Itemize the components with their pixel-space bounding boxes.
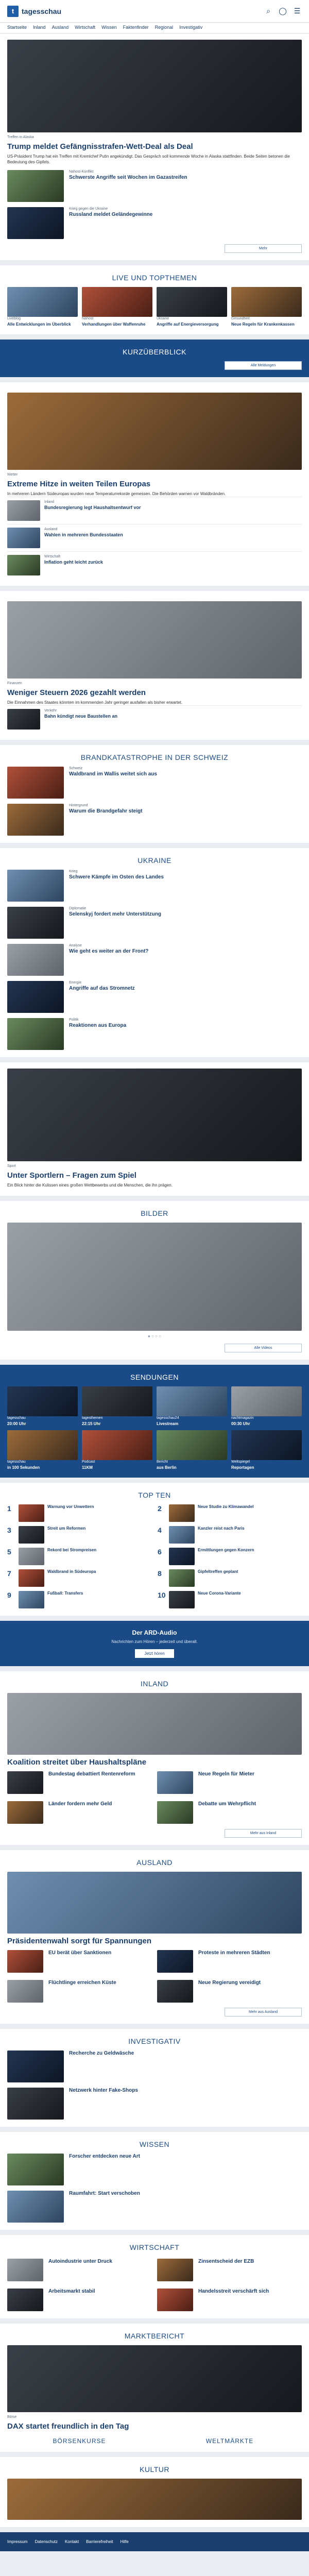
sendung-item[interactable]: tagesschau24 Livestream [157, 1386, 227, 1427]
search-icon[interactable]: ⌕ [266, 7, 270, 15]
footer-link[interactable]: Impressum [7, 2539, 28, 2544]
footer-link[interactable]: Datenschutz [35, 2539, 58, 2544]
topten-item[interactable]: 10 Neue Corona-Variante [158, 1591, 302, 1608]
carousel-dots[interactable]: ● ○ ○ ○ [148, 1333, 161, 1338]
topten-item[interactable]: 2 Neue Studie zu Klimawandel [158, 1504, 302, 1522]
boerse-label[interactable]: BÖRSENKURSE [53, 2437, 106, 2445]
nav-item[interactable]: Startseite [7, 25, 27, 30]
list-item[interactable]: Wirtschaft Inflation geht leicht zurück [7, 551, 302, 579]
news-image[interactable] [7, 393, 302, 470]
kurz-section [0, 340, 309, 377]
topten-item[interactable]: 8 Gipfeltreffen geplant [158, 1569, 302, 1587]
news-image[interactable] [7, 601, 302, 679]
footer-link[interactable]: Hilfe [120, 2539, 129, 2544]
section-title: LIVE UND TOPTHEMEN [112, 274, 197, 282]
news-title[interactable]: Weniger Steuern 2026 gezahlt werden [7, 688, 146, 698]
live-section [0, 265, 309, 334]
wissen-section: WISSEN Forscher entdecken neue Art Raumfahrt: Start verschoben [0, 2132, 309, 2230]
investigativ-section: INVESTIGATIV Recherche zu Geldwäsche Netzwerk hinter Fake-Shops [0, 2029, 309, 2127]
top-story-image[interactable] [7, 40, 302, 132]
markt-section: MARKTBERICHT Börse DAX startet freundlich in den Tag BÖRSENKURSE WELTMÄRKTE [0, 2324, 309, 2452]
topten-item[interactable]: 1 Warnung vor Unwettern [7, 1504, 151, 1522]
top-story-title[interactable]: Trump meldet Gefängnisstrafen-Wett-Deal als Deal [7, 142, 193, 151]
audio-banner: Der ARD-Audio Nachrichten zum Hören – jederzeit und überall. Jetzt hören [0, 1621, 309, 1666]
sendungen-section: SENDUNGEN tagesschau 20:00 Uhr tagesthemen 22:15 Uhr tagesschau24 Livestream nachtmagazin 00:30 Uhr tagesschau in 100 Sekunden Podcast 11KM Bericht aus Berlin Weltspiegel Reportagen [0, 1365, 309, 1478]
logo-text[interactable]: tagesschau [22, 7, 62, 15]
teaser-row [7, 207, 302, 239]
news-section: Finanzen Weniger Steuern 2026 gezahlt werden Die Einnahmen des Staates könnten im kommenden Jahr geringer ausfallen als bisher erwartet. Verkehr Bahn kündigt neue Baustellen an [0, 591, 309, 740]
user-icon[interactable]: ◯ [279, 7, 287, 15]
topten-item[interactable]: 7 Waldbrand in Südeuropa [7, 1569, 151, 1587]
nav-item[interactable]: Inland [33, 25, 46, 30]
list-item[interactable]: Inland Bundesregierung legt Haushaltsentwurf vor [7, 497, 302, 524]
teaser-kicker: Krieg gegen die Ukraine [69, 207, 108, 211]
teaser-image[interactable] [7, 170, 64, 202]
brand-section: BRANDKATASTROPHE IN DER SCHWEIZ Schweiz Waldbrand im Wallis weitet sich aus Hintergrund Warum die Brandgefahr steigt [0, 745, 309, 843]
news-section: Wetter Extreme Hitze in weiten Teilen Europas In mehreren Ländern Südeuropas wurden neue Temperaturrekorde gemessen. Die Behörden warnen vor Waldbränden. Inland Bundesregierung legt Haushaltsentwurf vor Ausland Wahlen in mehreren Bundesstaaten Wirtschaft Inflation geht leicht zurück [0, 382, 309, 586]
more-button[interactable]: Mehr [225, 244, 302, 253]
sendung-item[interactable]: tagesthemen 22:15 Uhr [82, 1386, 152, 1427]
topten-item[interactable]: 4 Kanzler reist nach Paris [158, 1526, 302, 1544]
site-header [0, 0, 309, 23]
top-story-kicker: Treffen in Alaska [7, 135, 34, 139]
more-button[interactable]: Alle Meldungen [225, 361, 302, 370]
logo-icon[interactable]: t [7, 6, 19, 17]
footer [0, 2532, 309, 2551]
live-item[interactable]: Gesundheit Neue Regeln für Krankenkassen [231, 287, 302, 327]
top-story-summary: US-Präsident Trump hat ein Treffen mit Kremlchef Putin angekündigt. Das Gespräch soll kommende Woche in Alaska stattfinden. Beide Seiten betonen die Bedeutung des Gipfels. [7, 154, 290, 165]
topten-section: TOP TEN 1 Warnung vor Unwettern 2 Neue Studie zu Klimawandel 3 Streit um Reformen 4 Kanzler reist nach Paris 5 Rekord bei Strompreisen 6 Ermittlungen gegen Konzern 7 Waldbrand in Südeuropa 8 Gipfeltreffen geplant 9 Fußball: Transfers 10 Neue Corona-Variante [0, 1483, 309, 1616]
ukraine-section: UKRAINE Krieg Schwere Kämpfe im Osten des Landes Diplomatie Selenskyj fordert mehr Unterstützung Analyse Wie geht es weiter an der Front? Energie Angriffe auf das Stromnetz Politik Reaktionen aus Europa [0, 848, 309, 1057]
teaser-title[interactable]: Russland meldet Geländegewinne [69, 212, 153, 218]
sendung-item[interactable]: tagesschau in 100 Sekunden [7, 1430, 78, 1470]
topten-item[interactable]: 9 Fußball: Transfers [7, 1591, 151, 1608]
teaser-image[interactable] [7, 207, 64, 239]
more-button[interactable]: Alle Videos [225, 1344, 302, 1352]
header-icons [264, 7, 302, 16]
teaser-kicker: Nahost-Konflikt [69, 170, 94, 174]
nav-item[interactable]: Wirtschaft [75, 25, 96, 30]
listen-button[interactable]: Jetzt hören [135, 1649, 174, 1658]
feature-image[interactable] [7, 1069, 302, 1161]
sendung-item[interactable]: tagesschau 20:00 Uhr [7, 1386, 78, 1427]
teaser-title[interactable]: Schwerste Angriffe seit Wochen im Gazastreifen [69, 175, 187, 181]
sendung-item[interactable]: Bericht aus Berlin [157, 1430, 227, 1470]
live-item[interactable]: Liveblog Alle Entwicklungen im Überblick [7, 287, 78, 327]
footer-link[interactable]: Kontakt [65, 2539, 79, 2544]
main-nav [0, 23, 309, 33]
nav-item[interactable]: Regional [154, 25, 174, 30]
inland-section: INLAND Koalition streitet über Haushaltspläne Bundestag debattiert Rentenreform Neue Regeln für Mieter Länder fordern mehr Geld Debatte um Wehrpflicht Mehr aus Inland [0, 1671, 309, 1845]
live-item[interactable]: Ukraine Angriffe auf Energieversorgung [157, 287, 227, 327]
list-item[interactable]: Ausland Wahlen in mehreren Bundesstaaten [7, 524, 302, 551]
footer-link[interactable]: Barrierefreiheit [86, 2539, 113, 2544]
video-player[interactable] [7, 1223, 302, 1331]
section-title: KURZÜBERBLICK [123, 347, 186, 356]
feature-section: Sport Unter Sportlern – Fragen zum Spiel Ein Blick hinter die Kulissen eines großen Wettbewerbs und die Menschen, die ihn prägen. [0, 1062, 309, 1195]
sendung-item[interactable]: nachtmagazin 00:30 Uhr [231, 1386, 302, 1427]
news-title[interactable]: Extreme Hitze in weiten Teilen Europas [7, 479, 151, 488]
nav-item[interactable]: Faktenfinder [123, 25, 149, 30]
sendung-item[interactable]: Weltspiegel Reportagen [231, 1430, 302, 1470]
teaser-row [7, 170, 302, 202]
ausland-section: AUSLAND Präsidentenwahl sorgt für Spannungen EU berät über Sanktionen Proteste in mehreren Städten Flüchtlinge erreichen Küste Neue Regierung vereidigt Mehr aus Ausland [0, 1850, 309, 2024]
top-story-section [0, 33, 309, 260]
menu-icon[interactable]: ☰ [294, 7, 301, 15]
wirtschaft-section: WIRTSCHAFT Autoindustrie unter Druck Zinsentscheid der EZB Arbeitsmarkt stabil Handelsstreit verschärft sich [0, 2235, 309, 2318]
video-section: BILDER ● ○ ○ ○ Alle Videos [0, 1201, 309, 1360]
kultur-section: KULTUR [0, 2457, 309, 2527]
sendung-item[interactable]: Podcast 11KM [82, 1430, 152, 1470]
weltmaerkte-label[interactable]: WELTMÄRKTE [205, 2437, 254, 2445]
nav-item[interactable]: Ausland [52, 25, 69, 30]
nav-item[interactable]: Wissen [101, 25, 117, 30]
list-item[interactable]: Verkehr Bahn kündigt neue Baustellen an [7, 705, 302, 733]
topten-item[interactable]: 5 Rekord bei Strompreisen [7, 1548, 151, 1565]
live-item[interactable]: Nahost Verhandlungen über Waffenruhe [82, 287, 152, 327]
topten-item[interactable]: 6 Ermittlungen gegen Konzern [158, 1548, 302, 1565]
topten-item[interactable]: 3 Streit um Reformen [7, 1526, 151, 1544]
nav-item[interactable]: Investigativ [179, 25, 203, 30]
